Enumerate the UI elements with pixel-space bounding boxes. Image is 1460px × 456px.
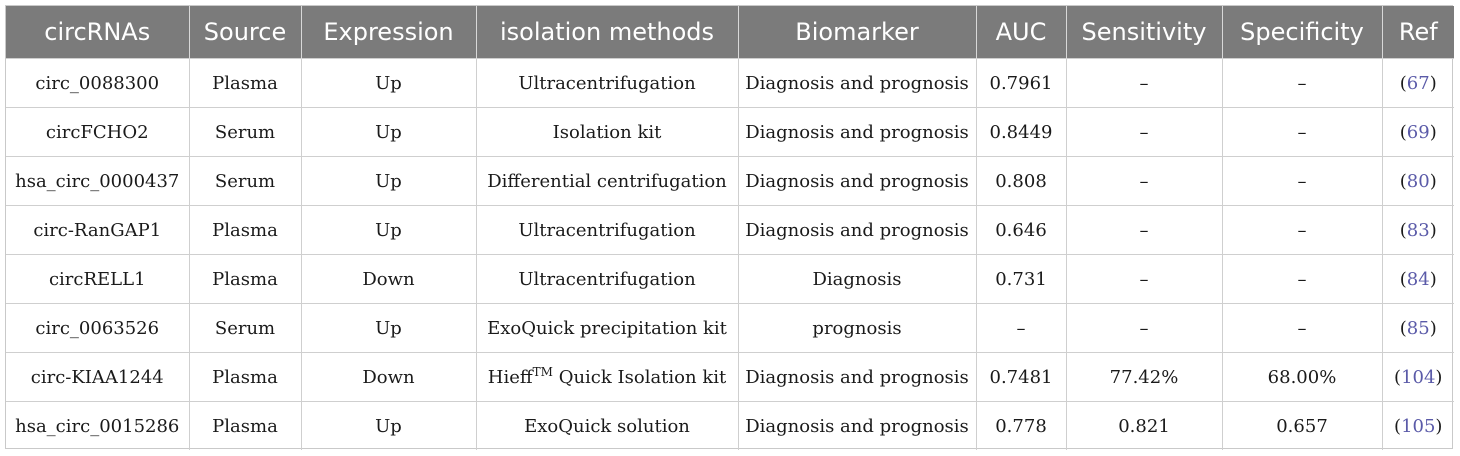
ref-link[interactable]: 85 <box>1406 317 1430 339</box>
cell-sensitivity: – <box>1066 255 1222 304</box>
column-header-sensitivity: Sensitivity <box>1066 6 1222 59</box>
table-row <box>6 157 1454 206</box>
cell-source: Serum <box>189 157 301 206</box>
cell-sensitivity: – <box>1066 206 1222 255</box>
method-text: ExoQuick solution <box>524 415 690 437</box>
method-text: Hieff <box>487 366 533 388</box>
column-header-circrnas: circRNAs <box>6 6 189 59</box>
cell-specificity: 68.00% <box>1222 353 1382 402</box>
cell-circrna: circ-RanGAP1 <box>6 206 189 255</box>
table-frame <box>5 5 1453 449</box>
cell-expression: Up <box>301 108 476 157</box>
cell-expression: Down <box>301 255 476 304</box>
cell-biomarker: Diagnosis and prognosis <box>738 402 976 451</box>
cell-circrna: circ_0063526 <box>6 304 189 353</box>
method-text: Ultracentrifugation <box>518 72 696 94</box>
cell-isolation-method <box>476 402 738 451</box>
ref-link[interactable]: 67 <box>1406 72 1430 94</box>
table-row <box>6 59 1454 108</box>
cell-isolation-method <box>476 108 738 157</box>
method-text: Ultracentrifugation <box>518 268 696 290</box>
cell-isolation-method <box>476 59 738 108</box>
cell-biomarker: Diagnosis and prognosis <box>738 353 976 402</box>
cell-auc: 0.808 <box>976 157 1066 206</box>
cell-specificity: – <box>1222 59 1382 108</box>
cell-specificity: 0.657 <box>1222 402 1382 451</box>
table-row <box>6 108 1454 157</box>
cell-circrna: circ_0088300 <box>6 59 189 108</box>
ref-link[interactable]: 84 <box>1406 268 1430 290</box>
cell-expression: Up <box>301 402 476 451</box>
cell-biomarker: prognosis <box>738 304 976 353</box>
cell-ref: (83) <box>1382 206 1454 255</box>
cell-ref: (69) <box>1382 108 1454 157</box>
table-row <box>6 402 1454 451</box>
cell-sensitivity: – <box>1066 108 1222 157</box>
table-row <box>6 304 1454 353</box>
method-text: Differential centrifugation <box>487 170 727 192</box>
cell-specificity: – <box>1222 304 1382 353</box>
cell-circrna: circRELL1 <box>6 255 189 304</box>
cell-ref: (67) <box>1382 59 1454 108</box>
cell-ref: (105) <box>1382 402 1454 451</box>
ref-link[interactable]: 69 <box>1406 121 1430 143</box>
cell-source: Plasma <box>189 255 301 304</box>
method-text: Isolation kit <box>552 121 662 143</box>
cell-auc: – <box>976 304 1066 353</box>
cell-circrna: hsa_circ_0015286 <box>6 402 189 451</box>
method-text: ExoQuick precipitation kit <box>487 317 727 339</box>
cell-biomarker: Diagnosis and prognosis <box>738 206 976 255</box>
cell-source: Plasma <box>189 353 301 402</box>
cell-isolation-method <box>476 304 738 353</box>
header-row <box>6 6 1454 59</box>
cell-sensitivity: 0.821 <box>1066 402 1222 451</box>
cell-auc: 0.8449 <box>976 108 1066 157</box>
cell-source: Serum <box>189 108 301 157</box>
cell-expression: Up <box>301 206 476 255</box>
cell-circrna: circ-KIAA1244 <box>6 353 189 402</box>
cell-isolation-method <box>476 353 738 402</box>
cell-auc: 0.646 <box>976 206 1066 255</box>
cell-auc: 0.778 <box>976 402 1066 451</box>
table-row <box>6 206 1454 255</box>
cell-specificity: – <box>1222 206 1382 255</box>
cell-expression: Up <box>301 59 476 108</box>
cell-ref: (84) <box>1382 255 1454 304</box>
cell-source: Plasma <box>189 59 301 108</box>
column-header-expression: Expression <box>301 6 476 59</box>
table-row <box>6 353 1454 402</box>
column-header-auc: AUC <box>976 6 1066 59</box>
cell-source: Plasma <box>189 206 301 255</box>
column-header-specificity: Specificity <box>1222 6 1382 59</box>
table-row <box>6 255 1454 304</box>
column-header-source: Source <box>189 6 301 59</box>
cell-ref: (85) <box>1382 304 1454 353</box>
cell-isolation-method <box>476 255 738 304</box>
circrna-table <box>6 6 1454 450</box>
cell-biomarker: Diagnosis and prognosis <box>738 108 976 157</box>
cell-auc: 0.7481 <box>976 353 1066 402</box>
cell-auc: 0.731 <box>976 255 1066 304</box>
cell-specificity: – <box>1222 255 1382 304</box>
cell-ref: (80) <box>1382 157 1454 206</box>
cell-isolation-method <box>476 206 738 255</box>
cell-specificity: – <box>1222 157 1382 206</box>
method-text-rest: Quick Isolation kit <box>552 366 727 388</box>
cell-expression: Down <box>301 353 476 402</box>
cell-biomarker: Diagnosis <box>738 255 976 304</box>
ref-link[interactable]: 80 <box>1406 170 1430 192</box>
cell-specificity: – <box>1222 108 1382 157</box>
cell-circrna: hsa_circ_0000437 <box>6 157 189 206</box>
method-text: Ultracentrifugation <box>518 219 696 241</box>
cell-source: Serum <box>189 304 301 353</box>
cell-auc: 0.7961 <box>976 59 1066 108</box>
cell-circrna: circFCHO2 <box>6 108 189 157</box>
cell-isolation-method <box>476 157 738 206</box>
ref-link[interactable]: 104 <box>1401 366 1436 388</box>
ref-link[interactable]: 83 <box>1406 219 1430 241</box>
ref-link[interactable]: 105 <box>1401 415 1436 437</box>
method-superscript: TM <box>532 364 553 379</box>
cell-sensitivity: – <box>1066 157 1222 206</box>
cell-expression: Up <box>301 157 476 206</box>
cell-biomarker: Diagnosis and prognosis <box>738 59 976 108</box>
cell-sensitivity: 77.42% <box>1066 353 1222 402</box>
cell-source: Plasma <box>189 402 301 451</box>
column-header-isolation-methods: isolation methods <box>476 6 738 59</box>
cell-sensitivity: – <box>1066 59 1222 108</box>
column-header-biomarker: Biomarker <box>738 6 976 59</box>
cell-sensitivity: – <box>1066 304 1222 353</box>
cell-expression: Up <box>301 304 476 353</box>
cell-biomarker: Diagnosis and prognosis <box>738 157 976 206</box>
column-header-ref: Ref <box>1382 6 1454 59</box>
cell-ref: (104) <box>1382 353 1454 402</box>
